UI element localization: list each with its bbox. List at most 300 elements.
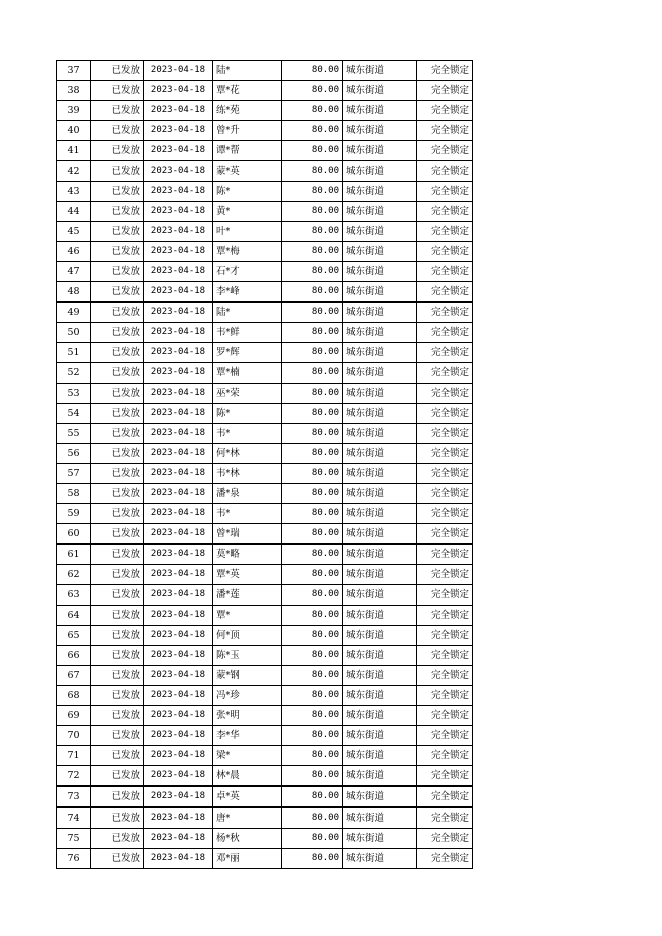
status-cell[interactable]: 已发放 (91, 746, 144, 766)
status-cell[interactable]: 已发放 (91, 565, 144, 585)
amount-cell[interactable]: 80.00 (282, 504, 343, 524)
amount-cell[interactable]: 80.00 (282, 141, 343, 161)
date-cell[interactable]: 2023-04-18 (144, 524, 213, 545)
row-number-cell[interactable]: 67 (57, 665, 91, 685)
amount-cell[interactable]: 80.00 (282, 585, 343, 605)
status-cell[interactable]: 已发放 (91, 766, 144, 787)
name-cell[interactable]: 冯*珍 (213, 685, 282, 705)
row-number-cell[interactable]: 52 (57, 363, 91, 383)
street-cell[interactable]: 城东街道 (343, 524, 417, 545)
street-cell[interactable]: 城东街道 (343, 463, 417, 483)
table-row (57, 121, 473, 141)
row-number-cell[interactable]: 54 (57, 403, 91, 423)
row-number-cell[interactable]: 44 (57, 201, 91, 221)
name-cell[interactable]: 何*顶 (213, 625, 282, 645)
street-cell[interactable]: 城东街道 (343, 141, 417, 161)
street-cell[interactable]: 城东街道 (343, 81, 417, 101)
lock-status-cell[interactable]: 完全锁定 (417, 443, 473, 463)
status-cell[interactable]: 已发放 (91, 504, 144, 524)
name-cell[interactable]: 林*晨 (213, 766, 282, 787)
lock-status-cell[interactable]: 完全锁定 (417, 605, 473, 625)
lock-status-cell[interactable]: 完全锁定 (417, 585, 473, 605)
lock-status-cell[interactable]: 完全锁定 (417, 101, 473, 121)
name-cell[interactable]: 卓*英 (213, 786, 282, 807)
amount-cell[interactable]: 80.00 (282, 121, 343, 141)
row-number-cell[interactable]: 49 (57, 302, 91, 323)
lock-status-cell[interactable]: 完全锁定 (417, 746, 473, 766)
street-cell[interactable]: 城东街道 (343, 363, 417, 383)
name-cell[interactable]: 蒙*钢 (213, 665, 282, 685)
row-number-cell[interactable]: 38 (57, 81, 91, 101)
lock-status-cell[interactable]: 完全锁定 (417, 625, 473, 645)
name-cell[interactable]: 陆* (213, 61, 282, 81)
street-cell[interactable]: 城东街道 (343, 383, 417, 403)
lock-status-cell[interactable]: 完全锁定 (417, 201, 473, 221)
street-cell[interactable]: 城东街道 (343, 261, 417, 281)
lock-status-cell[interactable]: 完全锁定 (417, 241, 473, 261)
row-number-cell[interactable]: 58 (57, 483, 91, 503)
name-cell[interactable]: 曾*瑞 (213, 524, 282, 545)
date-cell[interactable]: 2023-04-18 (144, 221, 213, 241)
amount-cell[interactable]: 80.00 (282, 848, 343, 868)
status-cell[interactable]: 已发放 (91, 726, 144, 746)
date-cell[interactable]: 2023-04-18 (144, 706, 213, 726)
lock-status-cell[interactable]: 完全锁定 (417, 645, 473, 665)
status-cell[interactable]: 已发放 (91, 828, 144, 848)
street-cell[interactable]: 城东街道 (343, 443, 417, 463)
name-cell[interactable]: 练*苑 (213, 101, 282, 121)
row-number-cell[interactable]: 50 (57, 323, 91, 343)
street-cell[interactable]: 城东街道 (343, 848, 417, 868)
table-row (57, 423, 473, 443)
amount-cell[interactable]: 80.00 (282, 181, 343, 201)
name-cell[interactable]: 谭*帮 (213, 141, 282, 161)
table-row (57, 585, 473, 605)
row-number-cell[interactable]: 69 (57, 706, 91, 726)
street-cell[interactable]: 城东街道 (343, 544, 417, 565)
date-cell[interactable]: 2023-04-18 (144, 241, 213, 261)
amount-cell[interactable]: 80.00 (282, 766, 343, 787)
date-cell[interactable]: 2023-04-18 (144, 81, 213, 101)
name-cell[interactable]: 潘*莲 (213, 585, 282, 605)
date-cell[interactable]: 2023-04-18 (144, 544, 213, 565)
lock-status-cell[interactable]: 完全锁定 (417, 726, 473, 746)
lock-status-cell[interactable]: 完全锁定 (417, 121, 473, 141)
street-cell[interactable]: 城东街道 (343, 828, 417, 848)
amount-cell[interactable]: 80.00 (282, 443, 343, 463)
status-cell[interactable]: 已发放 (91, 323, 144, 343)
table-row (57, 81, 473, 101)
date-cell[interactable]: 2023-04-18 (144, 645, 213, 665)
amount-cell[interactable]: 80.00 (282, 625, 343, 645)
status-cell[interactable]: 已发放 (91, 343, 144, 363)
amount-cell[interactable]: 80.00 (282, 685, 343, 705)
lock-status-cell[interactable]: 完全锁定 (417, 524, 473, 545)
lock-status-cell[interactable]: 完全锁定 (417, 141, 473, 161)
row-number-cell[interactable]: 76 (57, 848, 91, 868)
row-number-cell[interactable]: 56 (57, 443, 91, 463)
amount-cell[interactable]: 80.00 (282, 201, 343, 221)
amount-cell[interactable]: 80.00 (282, 241, 343, 261)
street-cell[interactable]: 城东街道 (343, 625, 417, 645)
date-cell[interactable]: 2023-04-18 (144, 403, 213, 423)
row-number-cell[interactable]: 66 (57, 645, 91, 665)
street-cell[interactable]: 城东街道 (343, 343, 417, 363)
street-cell[interactable]: 城东街道 (343, 746, 417, 766)
date-cell[interactable]: 2023-04-18 (144, 181, 213, 201)
street-cell[interactable]: 城东街道 (343, 101, 417, 121)
name-cell[interactable]: 莫*略 (213, 544, 282, 565)
street-cell[interactable]: 城东街道 (343, 706, 417, 726)
amount-cell[interactable]: 80.00 (282, 544, 343, 565)
date-cell[interactable]: 2023-04-18 (144, 61, 213, 81)
row-number-cell[interactable]: 59 (57, 504, 91, 524)
name-cell[interactable]: 陆* (213, 302, 282, 323)
row-number-cell[interactable]: 72 (57, 766, 91, 787)
street-cell[interactable]: 城东街道 (343, 585, 417, 605)
name-cell[interactable]: 李*华 (213, 726, 282, 746)
status-cell[interactable]: 已发放 (91, 645, 144, 665)
status-cell[interactable]: 已发放 (91, 483, 144, 503)
name-cell[interactable]: 覃*英 (213, 565, 282, 585)
date-cell[interactable]: 2023-04-18 (144, 161, 213, 181)
table-row (57, 161, 473, 181)
name-cell[interactable]: 巫*荣 (213, 383, 282, 403)
street-cell[interactable]: 城东街道 (343, 807, 417, 828)
status-cell[interactable]: 已发放 (91, 443, 144, 463)
status-cell[interactable]: 已发放 (91, 685, 144, 705)
street-cell[interactable]: 城东街道 (343, 423, 417, 443)
date-cell[interactable]: 2023-04-18 (144, 766, 213, 787)
table-row (57, 323, 473, 343)
name-cell[interactable]: 陈* (213, 181, 282, 201)
lock-status-cell[interactable]: 完全锁定 (417, 81, 473, 101)
status-cell[interactable]: 已发放 (91, 181, 144, 201)
status-cell[interactable]: 已发放 (91, 302, 144, 323)
row-number-cell[interactable]: 40 (57, 121, 91, 141)
table-row (57, 544, 473, 565)
lock-status-cell[interactable]: 完全锁定 (417, 685, 473, 705)
lock-status-cell[interactable]: 完全锁定 (417, 807, 473, 828)
row-number-cell[interactable]: 47 (57, 261, 91, 281)
date-cell[interactable]: 2023-04-18 (144, 585, 213, 605)
street-cell[interactable]: 城东街道 (343, 685, 417, 705)
date-cell[interactable]: 2023-04-18 (144, 504, 213, 524)
lock-status-cell[interactable]: 完全锁定 (417, 302, 473, 323)
lock-status-cell[interactable]: 完全锁定 (417, 282, 473, 303)
status-cell[interactable]: 已发放 (91, 261, 144, 281)
row-number-cell[interactable]: 74 (57, 807, 91, 828)
status-cell[interactable]: 已发放 (91, 383, 144, 403)
name-cell[interactable]: 曾*升 (213, 121, 282, 141)
table-row (57, 685, 473, 705)
name-cell[interactable]: 覃*花 (213, 81, 282, 101)
status-cell[interactable]: 已发放 (91, 786, 144, 807)
amount-cell[interactable]: 80.00 (282, 282, 343, 303)
amount-cell[interactable]: 80.00 (282, 645, 343, 665)
table-row (57, 282, 473, 303)
status-cell[interactable]: 已发放 (91, 282, 144, 303)
street-cell[interactable]: 城东街道 (343, 565, 417, 585)
name-cell[interactable]: 李*峰 (213, 282, 282, 303)
lock-status-cell[interactable]: 完全锁定 (417, 161, 473, 181)
street-cell[interactable]: 城东街道 (343, 181, 417, 201)
date-cell[interactable]: 2023-04-18 (144, 483, 213, 503)
amount-cell[interactable]: 80.00 (282, 483, 343, 503)
status-cell[interactable]: 已发放 (91, 423, 144, 443)
row-number-cell[interactable]: 42 (57, 161, 91, 181)
date-cell[interactable]: 2023-04-18 (144, 463, 213, 483)
street-cell[interactable]: 城东街道 (343, 483, 417, 503)
street-cell[interactable]: 城东街道 (343, 302, 417, 323)
amount-cell[interactable]: 80.00 (282, 383, 343, 403)
row-number-cell[interactable]: 70 (57, 726, 91, 746)
status-cell[interactable]: 已发放 (91, 706, 144, 726)
lock-status-cell[interactable]: 完全锁定 (417, 706, 473, 726)
status-cell[interactable]: 已发放 (91, 605, 144, 625)
status-cell[interactable]: 已发放 (91, 81, 144, 101)
name-cell[interactable]: 韦* (213, 504, 282, 524)
table-row (57, 625, 473, 645)
name-cell[interactable]: 邓*丽 (213, 848, 282, 868)
date-cell[interactable]: 2023-04-18 (144, 343, 213, 363)
name-cell[interactable]: 杨*秋 (213, 828, 282, 848)
status-cell[interactable]: 已发放 (91, 848, 144, 868)
street-cell[interactable]: 城东街道 (343, 766, 417, 787)
name-cell[interactable]: 潘*泉 (213, 483, 282, 503)
amount-cell[interactable]: 80.00 (282, 323, 343, 343)
amount-cell[interactable]: 80.00 (282, 221, 343, 241)
amount-cell[interactable]: 80.00 (282, 363, 343, 383)
table-row (57, 403, 473, 423)
row-number-cell[interactable]: 39 (57, 101, 91, 121)
name-cell[interactable]: 何*林 (213, 443, 282, 463)
table-row (57, 786, 473, 807)
row-number-cell[interactable]: 60 (57, 524, 91, 545)
amount-cell[interactable]: 80.00 (282, 565, 343, 585)
lock-status-cell[interactable]: 完全锁定 (417, 61, 473, 81)
street-cell[interactable]: 城东街道 (343, 605, 417, 625)
street-cell[interactable]: 城东街道 (343, 241, 417, 261)
street-cell[interactable]: 城东街道 (343, 726, 417, 746)
amount-cell[interactable]: 80.00 (282, 423, 343, 443)
amount-cell[interactable]: 80.00 (282, 807, 343, 828)
status-cell[interactable]: 已发放 (91, 101, 144, 121)
name-cell[interactable]: 韦*鲜 (213, 323, 282, 343)
street-cell[interactable]: 城东街道 (343, 61, 417, 81)
street-cell[interactable]: 城东街道 (343, 221, 417, 241)
date-cell[interactable]: 2023-04-18 (144, 443, 213, 463)
date-cell[interactable]: 2023-04-18 (144, 665, 213, 685)
status-cell[interactable]: 已发放 (91, 201, 144, 221)
status-cell[interactable]: 已发放 (91, 625, 144, 645)
street-cell[interactable]: 城东街道 (343, 201, 417, 221)
row-number-cell[interactable]: 62 (57, 565, 91, 585)
lock-status-cell[interactable]: 完全锁定 (417, 261, 473, 281)
name-cell[interactable]: 张*明 (213, 706, 282, 726)
row-number-cell[interactable]: 68 (57, 685, 91, 705)
date-cell[interactable]: 2023-04-18 (144, 323, 213, 343)
amount-cell[interactable]: 80.00 (282, 261, 343, 281)
date-cell[interactable]: 2023-04-18 (144, 605, 213, 625)
row-number-cell[interactable]: 65 (57, 625, 91, 645)
date-cell[interactable]: 2023-04-18 (144, 121, 213, 141)
date-cell[interactable]: 2023-04-18 (144, 261, 213, 281)
lock-status-cell[interactable]: 完全锁定 (417, 565, 473, 585)
row-number-cell[interactable]: 61 (57, 544, 91, 565)
amount-cell[interactable]: 80.00 (282, 746, 343, 766)
date-cell[interactable]: 2023-04-18 (144, 828, 213, 848)
date-cell[interactable]: 2023-04-18 (144, 726, 213, 746)
name-cell[interactable]: 韦* (213, 423, 282, 443)
amount-cell[interactable]: 80.00 (282, 61, 343, 81)
name-cell[interactable]: 陈* (213, 403, 282, 423)
lock-status-cell[interactable]: 完全锁定 (417, 403, 473, 423)
name-cell[interactable]: 陈*玉 (213, 645, 282, 665)
table-row (57, 463, 473, 483)
street-cell[interactable]: 城东街道 (343, 504, 417, 524)
name-cell[interactable]: 覃*梅 (213, 241, 282, 261)
date-cell[interactable]: 2023-04-18 (144, 786, 213, 807)
amount-cell[interactable]: 80.00 (282, 726, 343, 746)
lock-status-cell[interactable]: 完全锁定 (417, 828, 473, 848)
amount-cell[interactable]: 80.00 (282, 81, 343, 101)
street-cell[interactable]: 城东街道 (343, 323, 417, 343)
status-cell[interactable]: 已发放 (91, 463, 144, 483)
lock-status-cell[interactable]: 完全锁定 (417, 423, 473, 443)
street-cell[interactable]: 城东街道 (343, 161, 417, 181)
amount-cell[interactable]: 80.00 (282, 786, 343, 807)
row-number-cell[interactable]: 48 (57, 282, 91, 303)
lock-status-cell[interactable]: 完全锁定 (417, 221, 473, 241)
status-cell[interactable]: 已发放 (91, 665, 144, 685)
amount-cell[interactable]: 80.00 (282, 101, 343, 121)
street-cell[interactable]: 城东街道 (343, 121, 417, 141)
date-cell[interactable]: 2023-04-18 (144, 201, 213, 221)
date-cell[interactable]: 2023-04-18 (144, 423, 213, 443)
status-cell[interactable]: 已发放 (91, 585, 144, 605)
date-cell[interactable]: 2023-04-18 (144, 383, 213, 403)
status-cell[interactable]: 已发放 (91, 221, 144, 241)
table-row (57, 221, 473, 241)
street-cell[interactable]: 城东街道 (343, 786, 417, 807)
date-cell[interactable]: 2023-04-18 (144, 363, 213, 383)
name-cell[interactable]: 罗*辉 (213, 343, 282, 363)
date-cell[interactable]: 2023-04-18 (144, 807, 213, 828)
date-cell[interactable]: 2023-04-18 (144, 746, 213, 766)
date-cell[interactable]: 2023-04-18 (144, 101, 213, 121)
row-number-cell[interactable]: 73 (57, 786, 91, 807)
lock-status-cell[interactable]: 完全锁定 (417, 323, 473, 343)
name-cell[interactable]: 蒙*英 (213, 161, 282, 181)
name-cell[interactable]: 石*才 (213, 261, 282, 281)
amount-cell[interactable]: 80.00 (282, 463, 343, 483)
status-cell[interactable]: 已发放 (91, 524, 144, 545)
status-cell[interactable]: 已发放 (91, 544, 144, 565)
lock-status-cell[interactable]: 完全锁定 (417, 343, 473, 363)
lock-status-cell[interactable]: 完全锁定 (417, 786, 473, 807)
lock-status-cell[interactable]: 完全锁定 (417, 181, 473, 201)
row-number-cell[interactable]: 63 (57, 585, 91, 605)
name-cell[interactable]: 覃* (213, 605, 282, 625)
row-number-cell[interactable]: 37 (57, 61, 91, 81)
status-cell[interactable]: 已发放 (91, 61, 144, 81)
street-cell[interactable]: 城东街道 (343, 403, 417, 423)
amount-cell[interactable]: 80.00 (282, 706, 343, 726)
name-cell[interactable]: 梁* (213, 746, 282, 766)
lock-status-cell[interactable]: 完全锁定 (417, 544, 473, 565)
table-row (57, 524, 473, 545)
status-cell[interactable]: 已发放 (91, 141, 144, 161)
lock-status-cell[interactable]: 完全锁定 (417, 504, 473, 524)
lock-status-cell[interactable]: 完全锁定 (417, 848, 473, 868)
row-number-cell[interactable]: 75 (57, 828, 91, 848)
name-cell[interactable]: 韦*林 (213, 463, 282, 483)
status-cell[interactable]: 已发放 (91, 161, 144, 181)
row-number-cell[interactable]: 64 (57, 605, 91, 625)
lock-status-cell[interactable]: 完全锁定 (417, 383, 473, 403)
row-number-cell[interactable]: 51 (57, 343, 91, 363)
amount-cell[interactable]: 80.00 (282, 524, 343, 545)
status-cell[interactable]: 已发放 (91, 363, 144, 383)
date-cell[interactable]: 2023-04-18 (144, 302, 213, 323)
row-number-cell[interactable]: 55 (57, 423, 91, 443)
row-number-cell[interactable]: 53 (57, 383, 91, 403)
amount-cell[interactable]: 80.00 (282, 343, 343, 363)
name-cell[interactable]: 叶* (213, 221, 282, 241)
table-row (57, 181, 473, 201)
lock-status-cell[interactable]: 完全锁定 (417, 483, 473, 503)
name-cell[interactable]: 覃*楠 (213, 363, 282, 383)
street-cell[interactable]: 城东街道 (343, 665, 417, 685)
date-cell[interactable]: 2023-04-18 (144, 685, 213, 705)
date-cell[interactable]: 2023-04-18 (144, 848, 213, 868)
row-number-cell[interactable]: 41 (57, 141, 91, 161)
row-number-cell[interactable]: 71 (57, 746, 91, 766)
status-cell[interactable]: 已发放 (91, 121, 144, 141)
lock-status-cell[interactable]: 完全锁定 (417, 665, 473, 685)
row-number-cell[interactable]: 46 (57, 241, 91, 261)
row-number-cell[interactable]: 45 (57, 221, 91, 241)
name-cell[interactable]: 黄* (213, 201, 282, 221)
street-cell[interactable]: 城东街道 (343, 282, 417, 303)
date-cell[interactable]: 2023-04-18 (144, 141, 213, 161)
date-cell[interactable]: 2023-04-18 (144, 625, 213, 645)
name-cell[interactable]: 唐* (213, 807, 282, 828)
table-row (57, 766, 473, 787)
table-row (57, 726, 473, 746)
table-row (57, 665, 473, 685)
lock-status-cell[interactable]: 完全锁定 (417, 363, 473, 383)
amount-cell[interactable]: 80.00 (282, 605, 343, 625)
table-row (57, 746, 473, 766)
amount-cell[interactable]: 80.00 (282, 161, 343, 181)
amount-cell[interactable]: 80.00 (282, 302, 343, 323)
lock-status-cell[interactable]: 完全锁定 (417, 463, 473, 483)
amount-cell[interactable]: 80.00 (282, 828, 343, 848)
lock-status-cell[interactable]: 完全锁定 (417, 766, 473, 787)
date-cell[interactable]: 2023-04-18 (144, 282, 213, 303)
status-cell[interactable]: 已发放 (91, 241, 144, 261)
status-cell[interactable]: 已发放 (91, 403, 144, 423)
date-cell[interactable]: 2023-04-18 (144, 565, 213, 585)
street-cell[interactable]: 城东街道 (343, 645, 417, 665)
row-number-cell[interactable]: 57 (57, 463, 91, 483)
status-cell[interactable]: 已发放 (91, 807, 144, 828)
amount-cell[interactable]: 80.00 (282, 665, 343, 685)
row-number-cell[interactable]: 43 (57, 181, 91, 201)
amount-cell[interactable]: 80.00 (282, 403, 343, 423)
